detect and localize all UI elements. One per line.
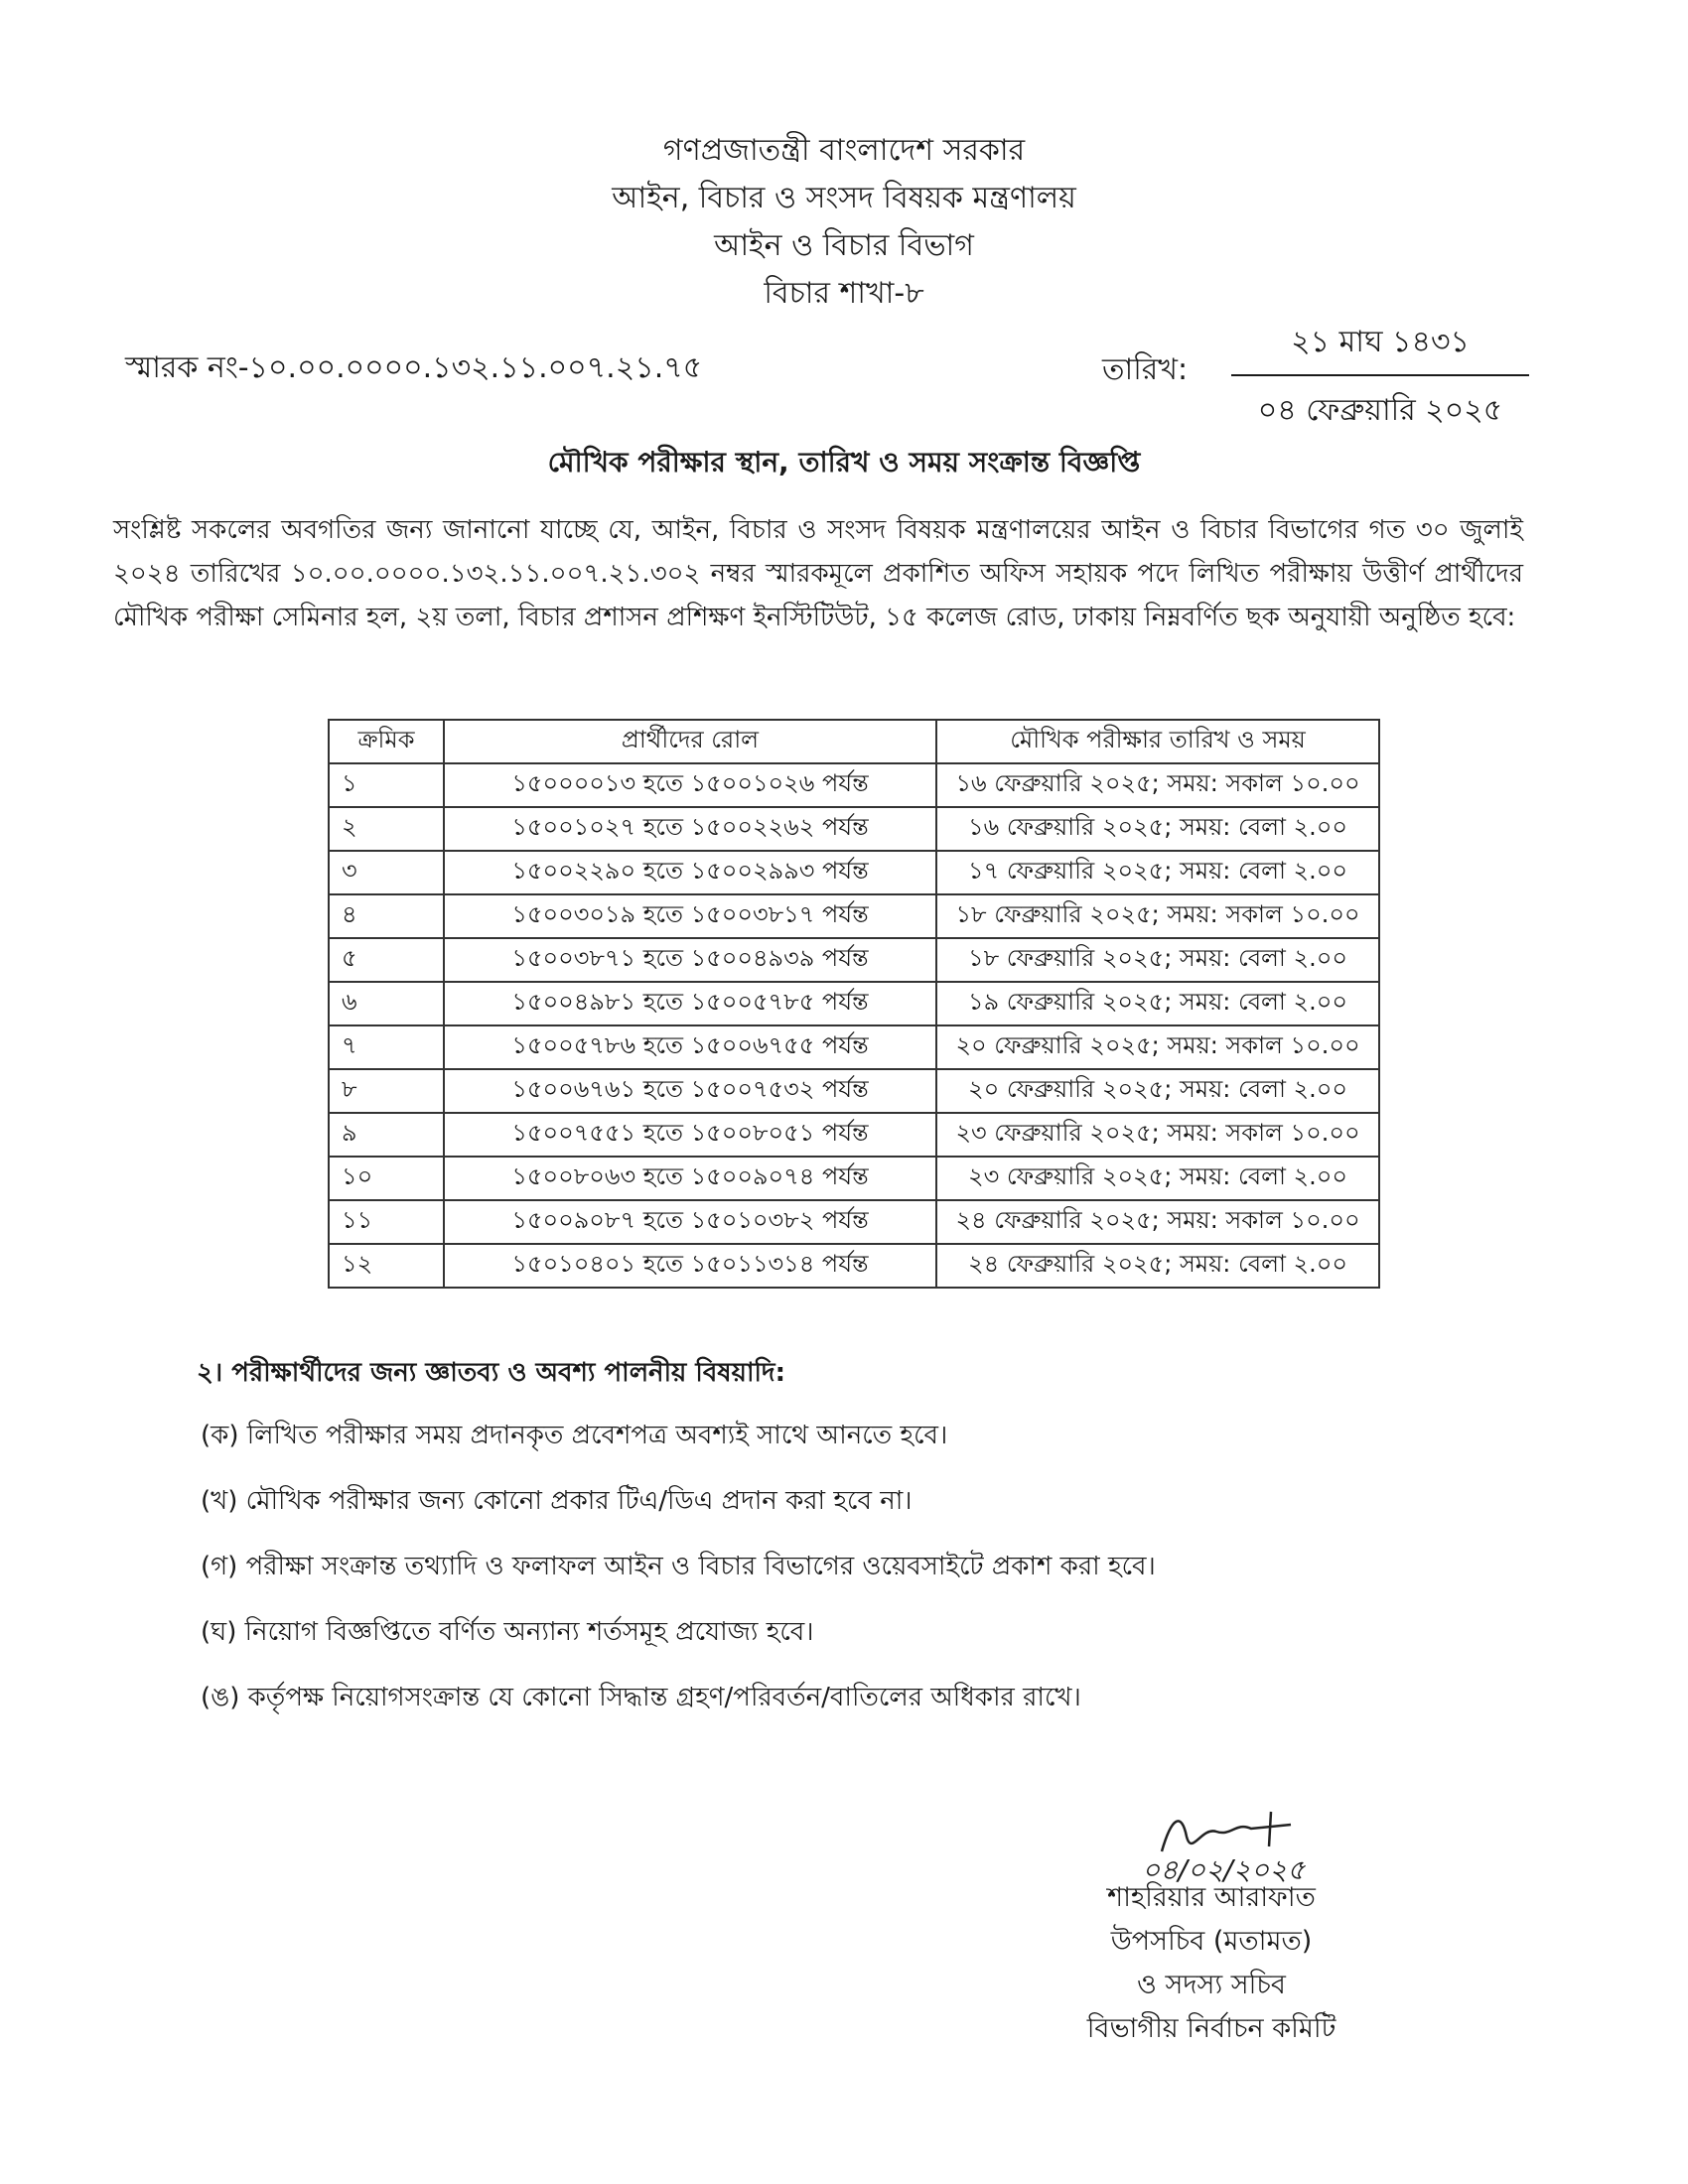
signatory-role: ও সদস্য সচিব [1137,1970,1286,2000]
instructions-list [201,1416,1156,1743]
table-row [329,1200,1379,1244]
column-header-serial: ক্রমিক [329,720,444,763]
datetime-cell: ২৪ ফেব্রুয়ারি ২০২৫; সময়: সকাল ১০.০০ [936,1200,1379,1244]
roll-range-cell: ১৫০১০৪০১ হতে ১৫০১১৩১৪ পর্যন্ত [444,1244,936,1288]
division-name: আইন ও বিচার বিভাগ [714,228,974,263]
table-row [329,1244,1379,1288]
date-label: তারিখ: [1102,352,1189,387]
signatory-block [1072,1876,1350,2051]
roll-range-cell: ১৫০০৩০১৯ হতে ১৫০০৩৮১৭ পর্যন্ত [444,894,936,938]
column-header-roll: প্রার্থীদের রোল [444,720,936,763]
roll-range-cell: ১৫০০৯০৮৭ হতে ১৫০১০৩৮২ পর্যন্ত [444,1200,936,1244]
roll-range-cell: ১৫০০৭৫৫১ হতে ১৫০০৮০৫১ পর্যন্ত [444,1113,936,1157]
roll-range-cell: ১৫০০৬৭৬১ হতে ১৫০০৭৫৩২ পর্যন্ত [444,1069,936,1113]
serial-cell: ৯ [329,1113,444,1157]
serial-cell: ৩ [329,851,444,894]
roll-range-cell: ১৫০০০০১৩ হতে ১৫০০১০২৬ পর্যন্ত [444,763,936,807]
letterhead [0,127,1688,318]
serial-cell: ৪ [329,894,444,938]
roll-range-cell: ১৫০০১০২৭ হতে ১৫০০২২৬২ পর্যন্ত [444,807,936,851]
table-row [329,1157,1379,1200]
table-row [329,1069,1379,1113]
datetime-cell: ২৪ ফেব্রুয়ারি ২০২৫; সময়: বেলা ২.০০ [936,1244,1379,1288]
serial-cell: ১০ [329,1157,444,1200]
intro-paragraph: সংশ্লিষ্ট সকলের অবগতির জন্য জানানো যাচ্ছে যে, আইন, বিচার ও সংসদ বিষয়ক মন্ত্রণালয়ের আইন ও বিচার বিভাগের গত ৩০ জুলাই ২০২৪ তারিখের ১০.০০.০০০০.১৩২.১১.০০৭.২১.৩০২ নম্বর স্মারকমূলে প্রকাশিত অফিস সহায়ক পদে লিখিত পরীক্ষায় উত্তীর্ণ প্রার্থীদের মৌখিক পরীক্ষা সেমিনার হল, ২য় তলা, বিচার প্রশাসন প্রশিক্ষণ ইনস্টিটিউট, ১৫ কলেজ রোড, ঢাকায় নিম্নবর্ণিত ছক অনুযায়ী অনুষ্ঠিত হবে: [113,515,1523,632]
viva-schedule-table [328,719,1380,1289]
datetime-cell: ২০ ফেব্রুয়ারি ২০২৫; সময়: বেলা ২.০০ [936,1069,1379,1113]
ministry-name: আইন, বিচার ও সংসদ বিষয়ক মন্ত্রণালয় [612,181,1076,215]
table-row [329,851,1379,894]
datetime-cell: ১৮ ফেব্রুয়ারি ২০২৫; সময়: বেলা ২.০০ [936,938,1379,982]
serial-cell: ১২ [329,1244,444,1288]
instruction-item: (ঘ) নিয়োগ বিজ্ঞপ্তিতে বর্ণিত অন্যান্য শর্তসমূহ প্রযোজ্য হবে। [201,1617,814,1647]
signatory-committee: বিভাগীয় নির্বাচন কমিটি [1086,2013,1336,2044]
roll-range-cell: ১৫০০২২৯০ হতে ১৫০০২৯৯৩ পর্যন্ত [444,851,936,894]
datetime-cell: ২০ ফেব্রুয়ারি ২০২৫; সময়: সকাল ১০.০০ [936,1025,1379,1069]
datetime-cell: ১৭ ফেব্রুয়ারি ২০২৫; সময়: বেলা ২.০০ [936,851,1379,894]
date-bangla: ২১ মাঘ ১৪৩১ [1231,318,1529,376]
instruction-item: (ঙ) কর্তৃপক্ষ নিয়োগসংক্রান্ত যে কোনো সিদ্ধান্ত গ্রহণ/পরিবর্তন/বাতিলের অধিকার রাখে। [201,1683,1081,1712]
datetime-cell: ১৬ ফেব্রুয়ারি ২০২৫; সময়: বেলা ২.০০ [936,807,1379,851]
roll-range-cell: ১৫০০৩৮৭১ হতে ১৫০০৪৯৩৯ পর্যন্ত [444,938,936,982]
signatory-designation: উপসচিব (মতামত) [1110,1926,1313,1957]
serial-cell: ৫ [329,938,444,982]
roll-range-cell: ১৫০০৫৭৮৬ হতে ১৫০০৬৭৫৫ পর্যন্ত [444,1025,936,1069]
datetime-cell: ১৮ ফেব্রুয়ারি ২০২৫; সময়: সকাল ১০.০০ [936,894,1379,938]
date-gregorian: ০৪ ফেব্রুয়ারি ২০২৫ [1257,393,1503,428]
datetime-cell: ১৬ ফেব্রুয়ারি ২০২৫; সময়: সকাল ১০.০০ [936,763,1379,807]
roll-range-cell: ১৫০০৮০৬৩ হতে ১৫০০৯০৭৪ পর্যন্ত [444,1157,936,1200]
instruction-item: (গ) পরীক্ষা সংক্রান্ত তথ্যাদি ও ফলাফল আইন ও বিচার বিভাগের ওয়েবসাইটে প্রকাশ করা হবে। [201,1552,1156,1581]
government-name: গণপ্রজাতন্ত্রী বাংলাদেশ সরকার [662,133,1026,168]
column-header-datetime: মৌখিক পরীক্ষার তারিখ ও সময় [936,720,1379,763]
signature-date: ০৪/০২/২০২৫ [1142,1853,1306,1886]
datetime-cell: ১৯ ফেব্রুয়ারি ২০২৫; সময়: বেলা ২.০০ [936,982,1379,1025]
notice-subject: মৌখিক পরীক্ষার স্থান, তারিখ ও সময় সংক্রান্ত বিজ্ঞপ্তি [547,446,1141,478]
section-name: বিচার শাখা-৮ [764,276,924,311]
serial-cell: ১ [329,763,444,807]
table-row [329,1113,1379,1157]
table-row [329,894,1379,938]
roll-range-cell: ১৫০০৪৯৮১ হতে ১৫০০৫৭৮৫ পর্যন্ত [444,982,936,1025]
table-row [329,982,1379,1025]
datetime-cell: ২৩ ফেব্রুয়ারি ২০২৫; সময়: সকাল ১০.০০ [936,1113,1379,1157]
table-row [329,763,1379,807]
instruction-item: (খ) মৌখিক পরীক্ষার জন্য কোনো প্রকার টিএ/ডিএ প্রদান করা হবে না। [201,1486,913,1516]
table-row [329,1025,1379,1069]
table-row [329,938,1379,982]
instructions-heading: ২। পরীক্ষার্থীদের জন্য জ্ঞাতব্য ও অবশ্য পালনীয় বিষয়াদি: [197,1358,785,1388]
table-header-row [329,720,1379,763]
serial-cell: ২ [329,807,444,851]
datetime-cell: ২৩ ফেব্রুয়ারি ২০২৫; সময়: বেলা ২.০০ [936,1157,1379,1200]
instruction-item: (ক) লিখিত পরীক্ষার সময় প্রদানকৃত প্রবেশপত্র অবশ্যই সাথে আনতে হবে। [201,1421,948,1450]
serial-cell: ৮ [329,1069,444,1113]
serial-cell: ৭ [329,1025,444,1069]
table-row [329,807,1379,851]
serial-cell: ১১ [329,1200,444,1244]
serial-cell: ৬ [329,982,444,1025]
memo-reference: স্মারক নং-১০.০০.০০০০.১৩২.১১.০০৭.২১.৭৫ [125,350,703,385]
signatory-name: শাহরিয়ার আরাফাত [1107,1882,1316,1913]
date-block [1231,318,1529,437]
